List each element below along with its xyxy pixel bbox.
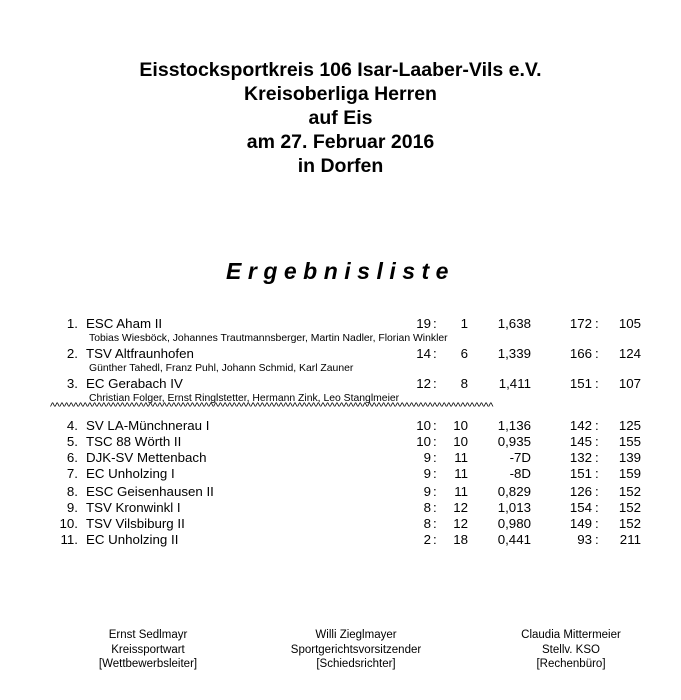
- stock-colon: :: [595, 500, 599, 515]
- header-organization: Eisstocksportkreis 106 Isar-Laaber-Vils e.V.: [139, 59, 542, 81]
- signature-name: Ernst Sedlmayr: [108, 629, 188, 641]
- stock-points-won: 126: [569, 484, 592, 499]
- stock-points-won: 132: [569, 450, 592, 465]
- points-lost: 12: [453, 516, 468, 531]
- points-won: 10: [416, 434, 431, 449]
- stock-colon: :: [595, 516, 599, 531]
- quotient: 0,829: [497, 484, 531, 499]
- team-players: Christian Folger, Ernst Ringlstetter, Hermann Zink, Leo Stanglmeier: [89, 393, 400, 404]
- result-row: [0, 345, 681, 363]
- points-lost: 8: [460, 376, 468, 391]
- stock-colon: :: [595, 466, 599, 481]
- result-row: [0, 465, 681, 483]
- stock-points-won: 93: [577, 532, 592, 547]
- result-rank: 10.: [59, 516, 78, 531]
- quotient: -7D: [509, 450, 531, 465]
- points-lost: 12: [453, 500, 468, 515]
- stock-points-won: 154: [569, 500, 592, 515]
- quotient: 0,441: [497, 532, 531, 547]
- stock-points-lost: 211: [619, 532, 641, 547]
- points-won: 8: [423, 516, 431, 531]
- separator-line: ^^^^^^^^^^^^^^^^^^^^^^^^^^^^^^^^^^^^^^^^^^^^^^^^^^^^^^^^^^^^^^^^^^^^^^^^^^^^^^^^^^^^^^^^^^^^^^^: [50, 401, 493, 413]
- points-won: 9: [423, 466, 431, 481]
- points-won: 14: [416, 346, 431, 361]
- signature-function: [Schiedsrichter]: [316, 658, 396, 670]
- header-league: Kreisoberliga Herren: [244, 83, 437, 105]
- result-row: [0, 531, 681, 549]
- signature-role: Stellv. KSO: [542, 643, 600, 656]
- stock-colon: :: [595, 434, 599, 449]
- signature-name: Willi Zieglmayer: [315, 629, 397, 641]
- team-name: TSV Kronwinkl I: [86, 500, 181, 515]
- stock-colon: :: [595, 376, 599, 391]
- points-colon: :: [433, 346, 437, 361]
- points-won: 8: [423, 500, 431, 515]
- quotient: -8D: [509, 466, 531, 481]
- team-name: TSV Vilsbiburg II: [86, 516, 185, 531]
- stock-colon: :: [595, 316, 599, 331]
- points-won: 10: [416, 418, 431, 433]
- result-rank: 7.: [66, 466, 78, 481]
- stock-colon: :: [595, 484, 599, 499]
- result-rank: 2.: [66, 346, 78, 361]
- team-name: DJK-SV Mettenbach: [86, 450, 207, 465]
- points-lost: 6: [460, 346, 468, 361]
- points-won: 9: [423, 484, 431, 499]
- header-location: in Dorfen: [297, 155, 384, 177]
- quotient: 1,638: [497, 316, 531, 331]
- quotient: 1,013: [497, 500, 531, 515]
- points-colon: :: [433, 466, 437, 481]
- points-colon: :: [433, 450, 437, 465]
- points-colon: :: [433, 500, 437, 515]
- stock-points-lost: 107: [618, 376, 641, 391]
- stock-points-lost: 125: [618, 418, 641, 433]
- points-lost: 18: [453, 532, 468, 547]
- points-won: 9: [423, 450, 431, 465]
- stock-points-won: 151: [569, 466, 592, 481]
- points-colon: :: [433, 516, 437, 531]
- stock-points-won: 172: [569, 316, 592, 331]
- team-name: EC Unholzing I: [86, 466, 175, 481]
- stock-points-won: 166: [569, 346, 592, 361]
- points-colon: :: [433, 376, 437, 391]
- header-date: am 27. Februar 2016: [246, 131, 435, 153]
- stock-points-won: 145: [569, 434, 592, 449]
- signature-function: [Rechenbüro]: [536, 658, 606, 670]
- stock-colon: :: [595, 450, 599, 465]
- stock-points-lost: 155: [618, 434, 641, 449]
- stock-points-lost: 152: [618, 484, 641, 499]
- signature-block-2: [266, 628, 446, 672]
- points-colon: :: [433, 532, 437, 547]
- points-colon: :: [433, 434, 437, 449]
- result-rank: 8.: [66, 484, 78, 499]
- signature-function: [Wettbewerbsleiter]: [98, 658, 198, 670]
- signature-block-1: [68, 628, 228, 672]
- stock-points-lost: 139: [618, 450, 641, 465]
- team-name: SV LA-Münchnerau I: [86, 418, 210, 433]
- result-row: [0, 315, 681, 333]
- points-won: 19: [416, 316, 431, 331]
- points-won: 12: [416, 376, 431, 391]
- result-rank: 11.: [60, 532, 78, 547]
- team-name: TSV Altfraunhofen: [86, 346, 194, 361]
- stock-points-lost: 105: [618, 316, 641, 331]
- points-colon: :: [433, 484, 437, 499]
- team-name: EC Unholzing II: [86, 532, 179, 547]
- signature-role: Sportgerichtsvorsitzender: [290, 643, 422, 656]
- points-lost: 11: [454, 484, 468, 499]
- stock-points-won: 142: [569, 418, 592, 433]
- stock-points-won: 151: [569, 376, 592, 391]
- quotient: 1,411: [498, 376, 531, 391]
- points-lost: 10: [453, 418, 468, 433]
- signature-block-3: [491, 628, 651, 672]
- header-surface: auf Eis: [308, 107, 373, 129]
- quotient: 1,136: [497, 418, 531, 433]
- stock-points-lost: 124: [618, 346, 641, 361]
- points-lost: 10: [453, 434, 468, 449]
- stock-points-lost: 159: [618, 466, 641, 481]
- stock-points-lost: 152: [618, 516, 641, 531]
- points-colon: :: [433, 316, 437, 331]
- quotient: 1,339: [497, 346, 531, 361]
- signature-role: Kreissportwart: [111, 643, 185, 656]
- stock-colon: :: [595, 346, 599, 361]
- result-rank: 9.: [66, 500, 78, 515]
- team-players: Tobias Wiesböck, Johannes Trautmannsberger, Martin Nadler, Florian Winkler: [89, 333, 448, 344]
- team-name: ESC Geisenhausen II: [86, 484, 214, 499]
- quotient: 0,980: [497, 516, 531, 531]
- stock-points-won: 149: [569, 516, 592, 531]
- team-players: Günther Tahedl, Franz Puhl, Johann Schmid, Karl Zauner: [89, 363, 354, 374]
- points-colon: :: [433, 418, 437, 433]
- points-lost: 1: [460, 316, 468, 331]
- stock-points-lost: 152: [618, 500, 641, 515]
- results-title: Ergebnisliste: [226, 258, 455, 284]
- document-header: [0, 58, 681, 178]
- stock-colon: :: [595, 532, 599, 547]
- quotient: 0,935: [497, 434, 531, 449]
- result-rank: 5.: [66, 434, 78, 449]
- points-won: 2: [423, 532, 431, 547]
- points-lost: 11: [454, 466, 468, 481]
- signature-name: Claudia Mittermeier: [521, 629, 621, 641]
- team-name: ESC Aham II: [86, 316, 163, 331]
- result-row: [0, 375, 681, 393]
- team-name: TSC 88 Wörth II: [86, 434, 182, 449]
- points-lost: 11: [454, 450, 468, 465]
- result-rank: 1.: [66, 316, 78, 331]
- stock-colon: :: [595, 418, 599, 433]
- result-rank: 3.: [66, 376, 78, 391]
- result-rank: 4.: [66, 418, 78, 433]
- result-rank: 6.: [66, 450, 78, 465]
- team-name: EC Gerabach IV: [86, 376, 183, 391]
